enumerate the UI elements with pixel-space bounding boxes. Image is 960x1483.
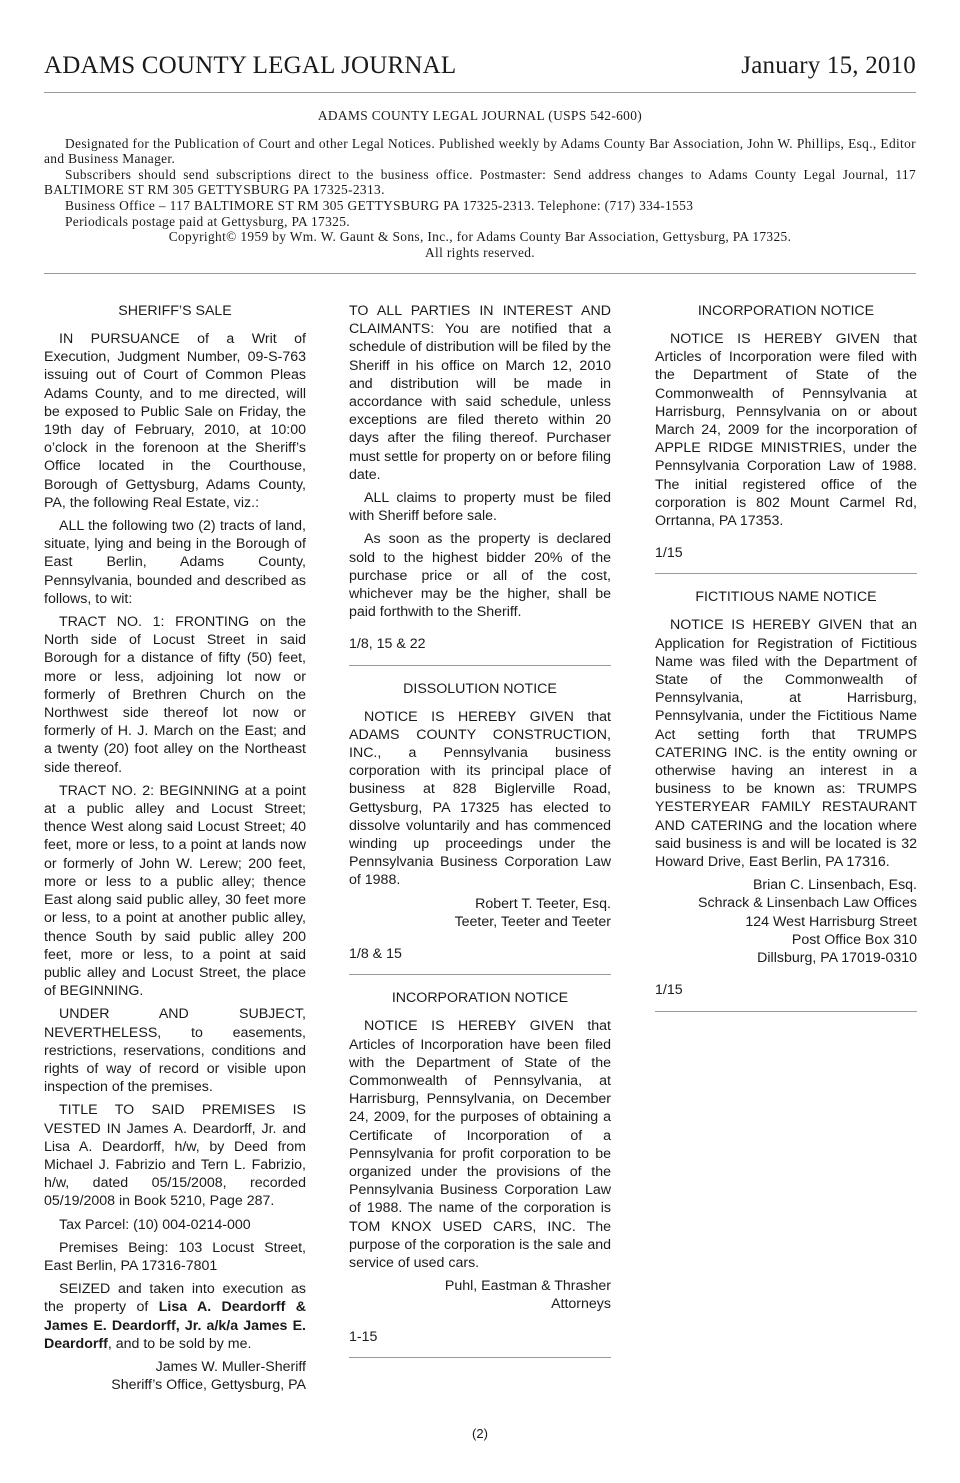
masthead-subscriptions: Subscribers should send subscriptions direct to the business office. Postmaster: Send address changes to Adams County Legal Journal, 117 BALTIMORE ST RM 305 GETTYSBURG PA 17325-2313. bbox=[44, 166, 916, 198]
masthead-business-office: Business Office – 117 BALTIMORE ST RM 305 GETTYSBURG PA 17325-2313. Telephone: (717) 334-1553 bbox=[65, 197, 694, 213]
signature-line: James W. Muller-Sheriff bbox=[155, 1358, 306, 1375]
sheriff-sale-continued bbox=[349, 302, 611, 666]
defendant-names: Lisa A. Deardorff & James E. Deardorff, Jr. a/k/a James E. Deardorff bbox=[44, 1299, 306, 1352]
signature-line: Teeter, Teeter and Teeter bbox=[454, 913, 611, 930]
notice-paragraph: TITLE TO SAID PREMISES IS VESTED IN James A. Deardorff, Jr. and Lisa A. Deardorff, h/w, by Deed from Michael J. Fabrizio and Tern L. Fabrizio, h/w, dated 05/15/2008, recorded 05/19/2008 in Book 5210, Page 287. bbox=[44, 1102, 306, 1210]
column-1 bbox=[44, 302, 306, 1394]
publication-dates: 1/15 bbox=[655, 982, 683, 999]
masthead bbox=[44, 108, 916, 260]
publication-dates: 1/8, 15 & 22 bbox=[349, 636, 426, 653]
column-3 bbox=[655, 302, 917, 1026]
notice-divider bbox=[655, 573, 917, 574]
notice-heading: DISSOLUTION NOTICE bbox=[403, 680, 557, 697]
notice-heading: SHERIFF’S SALE bbox=[118, 303, 232, 319]
seized-text: SEIZED and taken into execution as the property of bbox=[44, 1281, 306, 1316]
notice-paragraph: ALL claims to property must be filed with Sheriff before sale. bbox=[349, 490, 611, 525]
notice-paragraph: NOTICE IS HEREBY GIVEN that an Application for Registration of Fictitious Name was filed with the Department of State of the Commonwealth of Pennsylvania, at Harrisburg, Pennsylvania, under the Fictitious Name Act setting forth that TRUMPS CATERING INC. is the entity owning or otherwise having an interest in a business to be known as: TRUMPS YESTERYEAR FAMILY RESTAURANT AND CATERING and the location where said business is and will be located is 32 Howard Drive, East Berlin, PA 17316. bbox=[655, 617, 917, 871]
signature-line: Robert T. Teeter, Esq. bbox=[475, 895, 611, 912]
notice-paragraph: TRACT NO. 2: BEGINNING at a point at a public alley and Locust Street; thence West along said Locust Street; 40 feet, more or less, to a point at lands now or formerly of John W. Lerew; 200 feet, more or less to a public alley; thence East along said public alley, 30 feet more or less, to a point at another public alley, thence South by said public alley 200 feet, more or less, to a point at said public alley and Locust Street, the place of BEGINNING. bbox=[44, 782, 306, 1000]
incorporation-notice-apple-ridge bbox=[655, 302, 917, 574]
notice-divider bbox=[349, 1357, 611, 1358]
signature-line: Schrack & Linsenbach Law Offices bbox=[698, 895, 917, 912]
fictitious-name-notice bbox=[655, 588, 917, 1011]
masthead-copyright: Copyright© 1959 by Wm. W. Gaunt & Sons, Inc., for Adams County Bar Association, Gettysburg, PA 17325. bbox=[168, 229, 792, 245]
column-2 bbox=[349, 302, 611, 1372]
notice-heading: INCORPORATION NOTICE bbox=[697, 303, 875, 319]
seized-paragraph bbox=[44, 1280, 306, 1353]
header-rule bbox=[44, 92, 916, 93]
notice-paragraph: TO ALL PARTIES IN INTEREST AND CLAIMANTS: You are notified that a schedule of distribution will be filed by the Sheriff in his office on March 12, 2010 and distribution will be made in accordance with said schedule, unless exceptions are filed thereto within 20 days after the filing thereof. Purchaser must settle for property on or before filing date. bbox=[349, 303, 611, 483]
signature-line: Sheriff’s Office, Gettysburg, PA bbox=[111, 1377, 306, 1394]
tax-parcel: Tax Parcel: (10) 004-0214-000 bbox=[59, 1216, 251, 1233]
notice-paragraph: NOTICE IS HEREBY GIVEN that Articles of Incorporation were filed with the Department of State of the Commonwealth of Pennsylvania at Harrisburg, Pennsylvania on or about March 24, 2009 for the incorporation of APPLE RIDGE MINISTRIES, under the Pennsylvania Corporation Law of 1988. The initial registered office of the corporation is 802 Mount Carmel Rd, Orrtanna, PA 17353. bbox=[655, 331, 917, 530]
notice-heading: INCORPORATION NOTICE bbox=[391, 990, 569, 1007]
publication-dates: 1/15 bbox=[655, 545, 683, 562]
publication-dates: 1-15 bbox=[349, 1328, 378, 1345]
masthead-postage: Periodicals postage paid at Gettysburg, PA 17325. bbox=[65, 213, 350, 229]
page-number: (2) bbox=[472, 1426, 488, 1441]
dissolution-notice bbox=[349, 680, 611, 976]
notice-divider bbox=[349, 974, 611, 975]
signature-line: Attorneys bbox=[551, 1296, 611, 1313]
seized-text-end: , and to be sold by me. bbox=[107, 1335, 252, 1352]
running-head bbox=[44, 52, 916, 86]
notice-paragraph: As soon as the property is declared sold to the highest bidder 20% of the purchase price or all of the cost, whichever may be the higher, shall be paid forthwith to the Sheriff. bbox=[349, 531, 611, 621]
notice-heading: FICTITIOUS NAME NOTICE bbox=[695, 589, 877, 606]
masthead-rule bbox=[44, 273, 916, 274]
notice-divider bbox=[655, 1011, 917, 1012]
signature-line: Post Office Box 310 bbox=[791, 931, 917, 948]
signature-line: 124 West Harrisburg Street bbox=[745, 913, 917, 930]
issue-date: January 15, 2010 bbox=[741, 52, 916, 79]
sheriff-sale-notice bbox=[44, 302, 306, 1394]
journal-title: ADAMS COUNTY LEGAL JOURNAL bbox=[44, 52, 457, 79]
notice-paragraph: TRACT NO. 1: FRONTING on the North side of Locust Street in said Borough for a distance of fifty (50) feet, more or less, adjoining lot now or formerly of Brethren Church on the Northwest side thereof lot now or formerly of H. J. March on the East; and a twenty (20) foot alley on the Northeast side thereof. bbox=[44, 614, 306, 776]
notice-paragraph: ALL the following two (2) tracts of land, situate, lying and being in the Borough of East Berlin, Adams County, Pennsylvania, bounded and described as follows, to wit: bbox=[44, 518, 306, 607]
notice-paragraph: IN PURSUANCE of a Writ of Execution, Judgment Number, 09-S-763 issuing out of Court of Common Pleas Adams County, and to me directed, will be exposed to Public Sale on Friday, the 19th day of February, 2010, at 10:00 o’clock in the forenoon at the Sheriff’s Office located in the Courthouse, Borough of Gettysburg, Adams County, PA, the following Real Estate, viz.: bbox=[44, 331, 306, 511]
masthead-designation: Designated for the Publication of Court and other Legal Notices. Published weekly by Adams County Bar Association, John W. Phillips, Esq., Editor and Business Manager. bbox=[44, 135, 916, 167]
publication-dates: 1/8 & 15 bbox=[349, 946, 402, 963]
masthead-title: ADAMS COUNTY LEGAL JOURNAL (USPS 542-600) bbox=[317, 108, 643, 123]
notice-paragraph: UNDER AND SUBJECT, NEVERTHELESS, to easements, restrictions, reservations, conditions and rights of way of record or visible upon inspection of the premises. bbox=[44, 1006, 306, 1096]
signature-line: Brian C. Linsenbach, Esq. bbox=[752, 877, 917, 894]
signature-line: Dillsburg, PA 17019-0310 bbox=[757, 950, 917, 967]
signature-line: Puhl, Eastman & Thrasher bbox=[444, 1278, 611, 1295]
notice-paragraph: NOTICE IS HEREBY GIVEN that ADAMS COUNTY CONSTRUCTION, INC., a Pennsylvania business corporation with its principal place of business at 828 Biglerville Road, Gettysburg, PA 17325 has elected to dissolve voluntarily and has commenced winding up proceedings under the Pennsylvania Business Corporation Law of 1988. bbox=[349, 708, 611, 889]
notice-paragraph: NOTICE IS HEREBY GIVEN that Articles of Incorporation have been filed with the Department of State of the Commonwealth of Pennsylvania, at Harrisburg, Pennsylvania, on December 24, 2009, for the purposes of obtaining a Certificate of Incorporation of a Pennsylvania for profit corporation to be organized under the provisions of the Pennsylvania Business Corporation Law of 1988. The name of the corporation is TOM KNOX USED CARS, INC. The purpose of the corporation is the sale and service of used cars. bbox=[349, 1018, 611, 1271]
incorporation-notice-tom-knox bbox=[349, 989, 611, 1357]
premises: Premises Being: 103 Locust Street, East Berlin, PA 17316-7801 bbox=[44, 1239, 306, 1274]
masthead-rights: All rights reserved. bbox=[424, 244, 535, 260]
notice-divider bbox=[349, 665, 611, 666]
